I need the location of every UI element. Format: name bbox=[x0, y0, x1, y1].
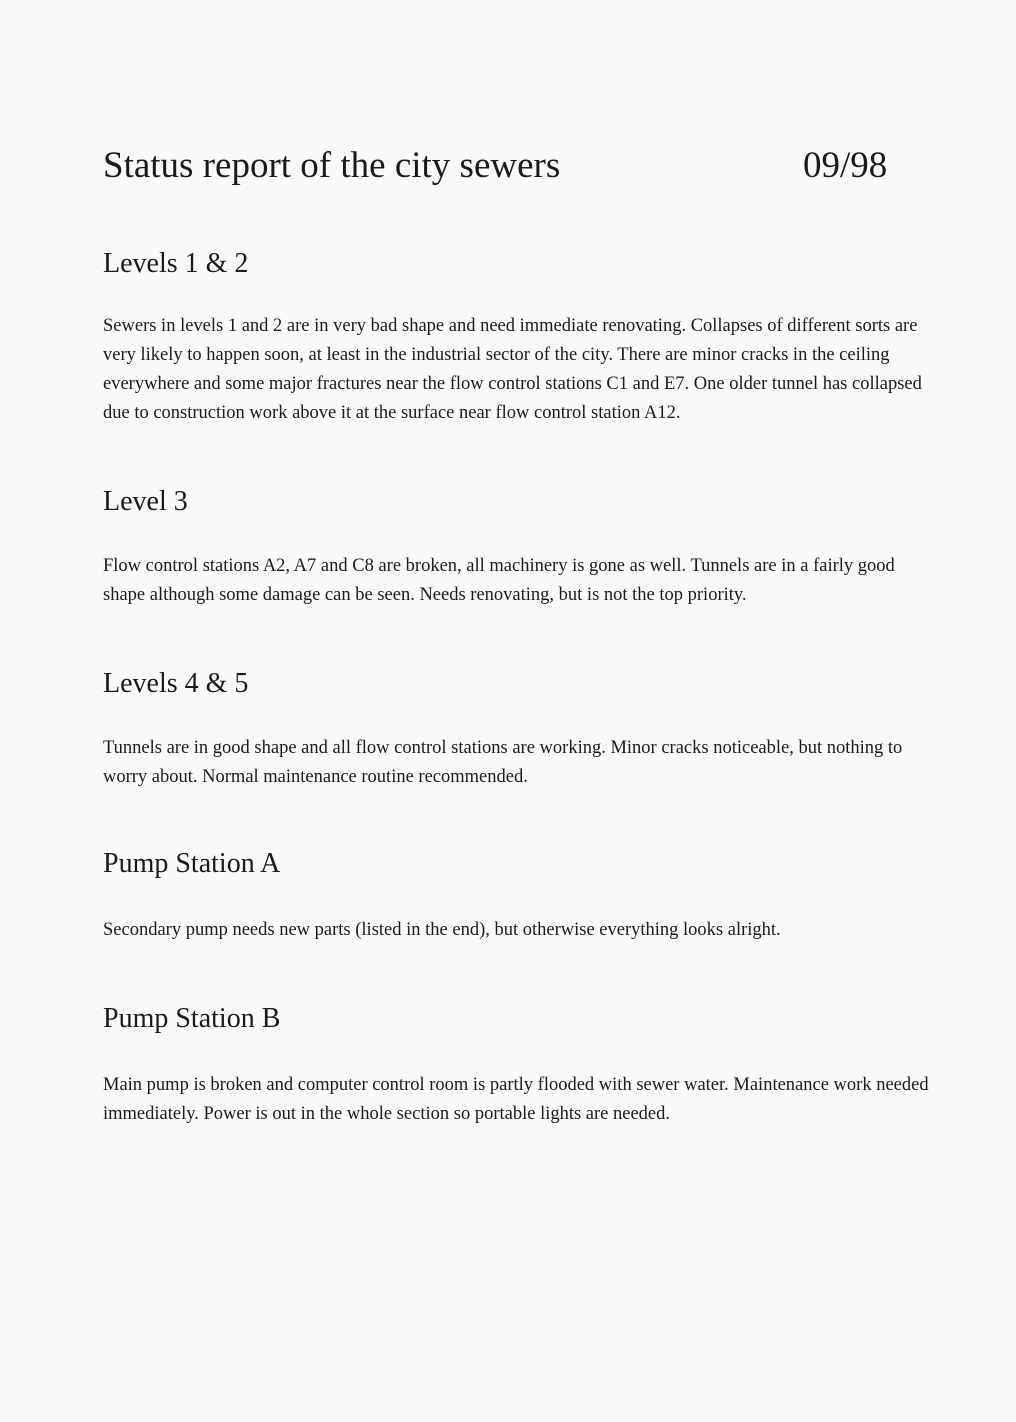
section-heading-level-3: Level 3 bbox=[103, 486, 188, 517]
title-row bbox=[103, 140, 933, 192]
section-body-pump-station-b: Main pump is broken and computer control room is partly flooded with sewer water. Maintenance work needed immediately. Power is out in the whole section so portable lights are needed. bbox=[103, 1075, 929, 1124]
section-heading-levels-1-2: Levels 1 & 2 bbox=[103, 248, 249, 279]
section-heading-pump-station-a: Pump Station A bbox=[103, 848, 281, 879]
section-body-level-3: Flow control stations A2, A7 and C8 are broken, all machinery is gone as well. Tunnels are in a fairly good shape although some damage can be seen. Needs renovating, but is not the top priority. bbox=[103, 556, 895, 605]
section-body-pump-station-a: Secondary pump needs new parts (listed in the end), but otherwise everything looks alright. bbox=[103, 920, 781, 940]
section-heading-pump-station-b: Pump Station B bbox=[103, 1003, 281, 1034]
report-page bbox=[103, 140, 933, 1129]
section-body-levels-1-2: Sewers in levels 1 and 2 are in very bad shape and need immediate renovating. Collapses of different sorts are very likely to happen soon, at least in the industrial sector of the city. There are minor cracks in the ceiling everywhere and some major fractures near the flow control stations C1 and E7. One older tunnel has collapsed due to construction work above it at the surface near flow control station A12. bbox=[103, 316, 922, 423]
document-date: 09/98 bbox=[803, 145, 888, 186]
document-title: Status report of the city sewers bbox=[103, 145, 561, 186]
section-body-levels-4-5: Tunnels are in good shape and all flow control stations are working. Minor cracks noticeable, but nothing to worry about. Normal maintenance routine recommended. bbox=[103, 738, 903, 787]
section-heading-levels-4-5: Levels 4 & 5 bbox=[103, 668, 249, 699]
